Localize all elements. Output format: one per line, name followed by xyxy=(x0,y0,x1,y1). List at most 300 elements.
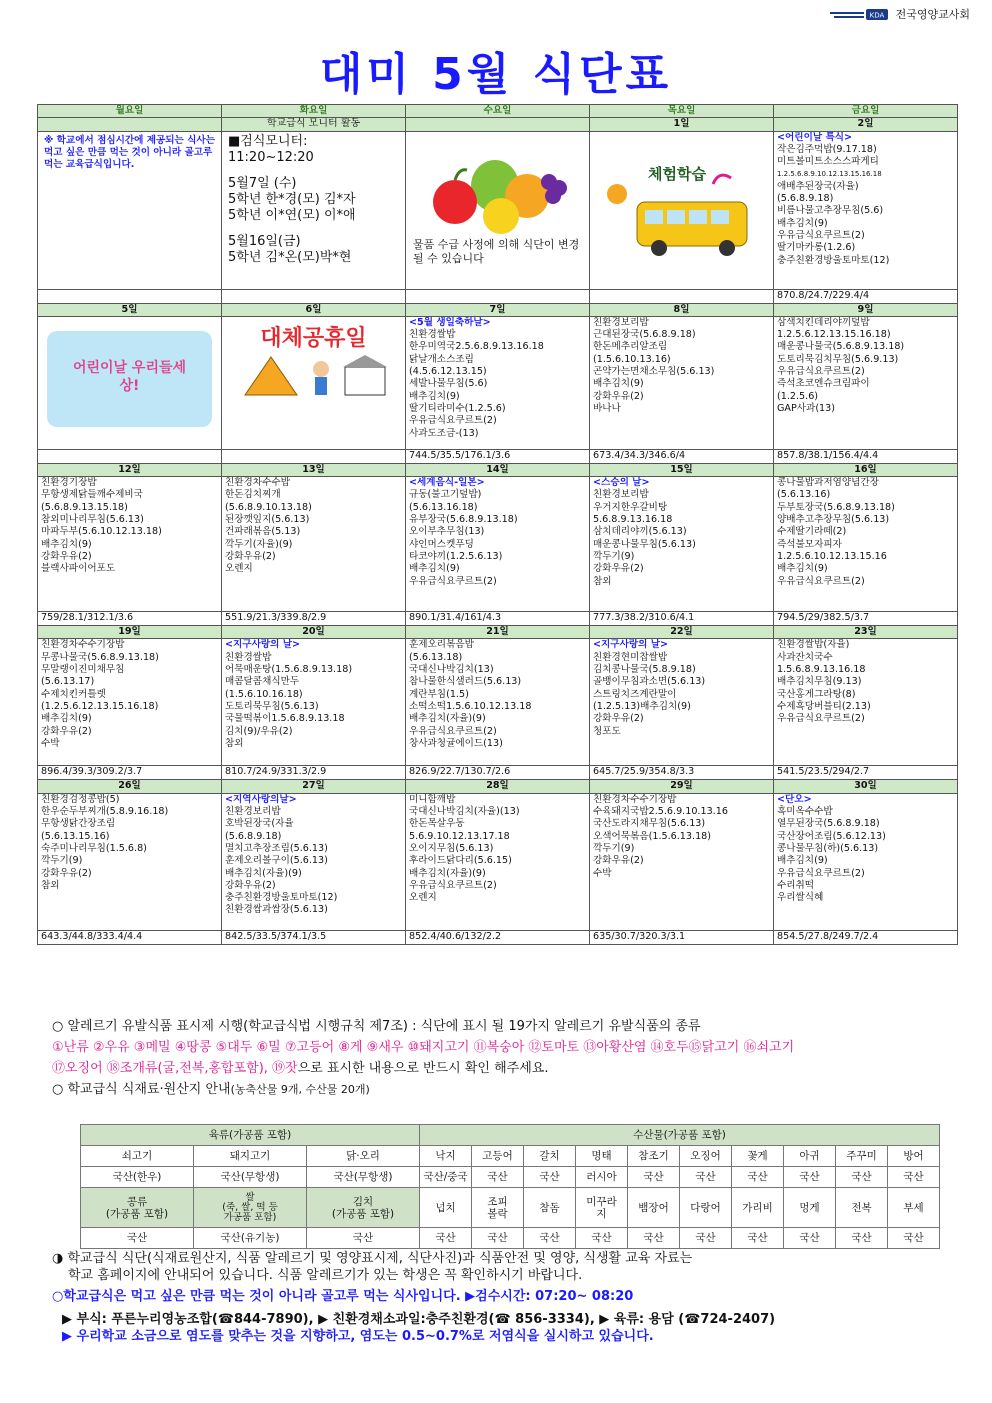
nutrition-cell: 541.5/23.5/294/2.7 xyxy=(774,766,958,780)
allergy-list-1: ①난류 ②우유 ③메밀 ④땅콩 ⑤대두 ⑥밀 ⑦고등어 ⑧게 ⑨새우 ⑩돼지고기 ⑪복숭아 ⑫토마토 ⑬아황산염 ⑭호두⑮닭고기 ⑯쇠고기 xyxy=(52,1040,795,1055)
menu-line: 수리취떡 xyxy=(777,879,815,891)
origin-item-row xyxy=(81,1188,940,1228)
menu-line: 도토리묵김치무침(5.6.9.13) xyxy=(777,353,899,365)
date-cell: 22일 xyxy=(590,626,774,639)
origin-country: 국산 xyxy=(628,1167,680,1188)
menu-line: 우리쌀식혜 xyxy=(777,892,824,904)
menu-line: 한우순두부찌개(5.8.9.16.18) xyxy=(41,806,169,818)
menu-line: 참나물한식샐러드(5.6.13) xyxy=(409,676,522,688)
menu-line: (5.6.8.9.10.13.18) xyxy=(225,501,312,513)
menu-line: 곤약가는면채소무침(5.6.13) xyxy=(593,366,715,378)
menu-line: 흑미옥수수밥 xyxy=(777,806,833,818)
date-cell: 20일 xyxy=(222,626,406,639)
menu-line: 골뱅이무침과소면(5.6.13) xyxy=(593,676,706,688)
nutrition-cell xyxy=(38,289,222,303)
menu-line: 한우미역국2.5.6.8.9.13.16.18 xyxy=(409,341,544,353)
menu-line: 창사과청귤에이드(13) xyxy=(409,737,503,749)
field-trip-cell xyxy=(590,131,774,289)
date-cell: 26일 xyxy=(38,780,222,793)
menu-line: 배추김치(9) xyxy=(409,390,460,402)
menu-line: 딸기티라미수(1.2.5.6) xyxy=(409,402,506,414)
menu-line: 강화우유(2) xyxy=(41,867,92,879)
nutrition-cell: 842.5/33.5/374.1/3.5 xyxy=(222,930,406,944)
menu-line: 수제흑당버블티(2.13) xyxy=(777,700,871,712)
nutrition-cell: 852.4/40.6/132/2.2 xyxy=(406,930,590,944)
origin-table xyxy=(80,1124,940,1249)
date-cell: 2일 xyxy=(774,118,958,131)
menu-line: 배추김치(9) xyxy=(409,563,460,575)
menu-line: 친환경검정콩밥(5) xyxy=(41,793,120,805)
menu-line: 배추김치(9) xyxy=(777,217,828,229)
menu-line: 어묵매운탕(1.5.6.8.9.13.18) xyxy=(225,664,353,676)
menu-line: 훈제오리볼구이(5.6.13) xyxy=(225,855,328,867)
date-row xyxy=(38,303,958,316)
substitute-holiday-title: 대체공휴일 xyxy=(260,325,367,351)
menu-line: 친환경쌀밥 xyxy=(225,651,272,663)
date-cell: 14일 xyxy=(406,463,590,476)
menu-line: 충주친환경방울토마토(12) xyxy=(777,254,890,266)
origin-country: 국산 xyxy=(680,1167,732,1188)
menu-cell xyxy=(406,316,590,449)
date-row xyxy=(38,463,958,476)
menu-line: 배추김치(9) xyxy=(777,563,828,575)
origin-country: 국산 xyxy=(524,1228,576,1249)
menu-line: 수박 xyxy=(593,867,612,879)
date-cell: 13일 xyxy=(222,463,406,476)
origin-item: 조피 볼락 xyxy=(472,1188,524,1228)
menu-line: 근대된장국(5.6.8.9.18) xyxy=(593,329,696,341)
menu-line: 타코야끼(1.2.5.6.13) xyxy=(409,550,503,562)
substitute-holiday-cell xyxy=(222,316,406,449)
nutrition-row xyxy=(38,766,958,780)
menu-line: 국대신나박김치(13) xyxy=(409,664,494,676)
origin-country: 국산 xyxy=(524,1167,576,1188)
menu-line: 배추김치(자율)(9) xyxy=(409,867,486,879)
nutrition-cell xyxy=(222,449,406,463)
nutrition-cell: 854.5/27.8/249.7/2.4 xyxy=(774,930,958,944)
origin-header-row xyxy=(81,1125,940,1146)
menu-line: 딸기마카롱(1.2.6) xyxy=(777,242,856,254)
menu-line: 참외미나리무침(5.6.13) xyxy=(41,514,144,526)
menu-line: 매콤달콤채식만두 xyxy=(225,676,300,688)
menu-line: 즉석불모자피자 xyxy=(777,538,842,550)
menu-line: 콩나물밥과저염양념간장 xyxy=(777,477,879,489)
menu-cell xyxy=(38,477,222,612)
origin-item: 갈치 xyxy=(524,1146,576,1167)
origin-country: 국산 xyxy=(576,1228,628,1249)
nutrition-cell xyxy=(590,289,774,303)
menu-line: 우유급식요쿠르트(2) xyxy=(777,229,865,241)
date-cell: 5일 xyxy=(38,303,222,316)
menu-line: 배추김치(9) xyxy=(41,538,92,550)
menu-line: 훈제오리볶음밥 xyxy=(409,639,474,651)
menu-line: 바나나 xyxy=(593,402,621,414)
origin-item: 쇠고기 xyxy=(81,1146,194,1167)
menu-line: 강화우유(2) xyxy=(225,550,276,562)
menu-cell xyxy=(774,793,958,930)
menu-line: <지구사랑의 날> xyxy=(593,639,669,651)
menu-line: 애배추된장국(자율) xyxy=(777,180,859,192)
org-name: 전국영양교사회 xyxy=(895,8,970,21)
menu-row xyxy=(38,316,958,449)
nutrition-cell: 635/30.7/320.3/3.1 xyxy=(590,930,774,944)
menu-row xyxy=(38,477,958,612)
allergy-list-2-items: ⑰오징어 ⑱조개류(굴,전복,홍합포함), ⑲잣 xyxy=(52,1061,298,1076)
menu-line: 수제딸기라떼(2) xyxy=(777,526,847,538)
menu-line: 김치(9)/우유(2) xyxy=(225,725,293,737)
nutrition-cell: 759/28.1/312.1/3.6 xyxy=(38,612,222,626)
origin-item: 김치 (가공품 포함) xyxy=(307,1188,420,1228)
menu-line: 한돈메추리알조림 xyxy=(593,341,668,353)
menu-line: 국산홍게그라탕(8) xyxy=(777,688,856,700)
menu-line: 우유급식요쿠르트(2) xyxy=(409,725,497,737)
menu-line: 오이지무침(5.6.13) xyxy=(409,842,494,854)
menu-line: 닭날개소스조림 xyxy=(409,353,474,365)
date-cell: 27일 xyxy=(222,780,406,793)
menu-line: <지구사랑의 날> xyxy=(225,639,301,651)
origin-item: 쌀 (죽, 쌀, 떡 등 가공품 포함) xyxy=(194,1188,307,1228)
menu-line: 충주친환경방울토마토(12) xyxy=(225,892,338,904)
menu-cell xyxy=(406,639,590,766)
date-cell: 12일 xyxy=(38,463,222,476)
menu-line: 미니함깨밥 xyxy=(409,793,456,805)
nutrition-cell: 896.4/39.3/309.2/3.7 xyxy=(38,766,222,780)
menu-line: 한돈김치찌개 xyxy=(225,489,281,501)
menu-line: 두부토장국(5.6.8.9.13.18) xyxy=(777,501,895,513)
menu-line: (1.5.6.10.16.18) xyxy=(225,688,303,700)
date-cell: 9일 xyxy=(774,303,958,316)
menu-line: 친환경차수수기장밥 xyxy=(41,639,125,651)
menu-line: 작은김주먹밥(9.17.18) xyxy=(777,143,877,155)
field-trip-label: 체험학습 xyxy=(648,164,706,183)
date-cell xyxy=(406,118,590,131)
kda-logo-icon xyxy=(830,7,890,21)
origin-country: 국산 xyxy=(628,1228,680,1249)
weekday-wed: 수요일 xyxy=(406,105,590,118)
origin-item: 가리비 xyxy=(732,1188,784,1228)
menu-line: <어린이날 특식> xyxy=(777,131,853,143)
menu-line: (5.6.13.15.16) xyxy=(41,830,110,842)
menu-line: (5.6.8.9.18) xyxy=(777,193,834,205)
date-cell: 6일 xyxy=(222,303,406,316)
origin-item: 오징어 xyxy=(680,1146,732,1167)
menu-line: 친환경보리밥 xyxy=(593,489,649,501)
menu-line: (1.2.5.6) xyxy=(777,390,819,402)
origin-country: 국산(한우) xyxy=(81,1167,194,1188)
menu-line: (5.6.13.17) xyxy=(41,676,95,688)
menu-line: 무항생닭간장조림 xyxy=(41,818,116,830)
origin-country: 국산(유기농) xyxy=(194,1228,307,1249)
origin-item: 참돔 xyxy=(524,1188,576,1228)
menu-line: (1.5.6.10.13.16) xyxy=(593,353,671,365)
menu-line: 깍두기(9) xyxy=(41,855,83,867)
menu-line: <세계음식-일본> xyxy=(409,477,485,489)
origin-item: 닭·오리 xyxy=(307,1146,420,1167)
menu-line xyxy=(228,224,399,234)
menu-line: 세발나물무침(5.6) xyxy=(409,378,488,390)
weekday-tue: 화요일 xyxy=(222,105,406,118)
menu-line: 친환경쌀밥(자율) xyxy=(777,639,850,651)
menu-line: 우유급식요쿠르트(2) xyxy=(777,867,865,879)
page-title: 대미 5월 식단표 xyxy=(319,49,673,100)
origin-item: 고등어 xyxy=(472,1146,524,1167)
origin-item: 주꾸미 xyxy=(836,1146,888,1167)
menu-line: 블랙사파이어포도 xyxy=(41,563,116,575)
meat-header: 육류(가공품 포함) xyxy=(81,1125,420,1146)
nutrition-row xyxy=(38,930,958,944)
monitor-schedule xyxy=(222,131,406,289)
menu-line: 멸치고추장조림(5.6.13) xyxy=(225,842,328,854)
menu-line: 국산도라지채무침(5.6.13) xyxy=(593,818,706,830)
menu-line: 친환경차수수밥 xyxy=(225,477,290,489)
menu-row xyxy=(38,793,958,930)
menu-cell xyxy=(406,477,590,612)
nutrition-row xyxy=(38,289,958,303)
origin-item: 넙치 xyxy=(420,1188,472,1228)
date-cell: 21일 xyxy=(406,626,590,639)
menu-line: 즉석초코엔슈크림파이 xyxy=(777,378,870,390)
menu-line: 수육돼지국밥2.5.6.9.10.13.16 xyxy=(593,806,728,818)
menu-line: 양배추고추장무침(5.6.13) xyxy=(777,514,890,526)
menu-line: 참외 xyxy=(225,737,244,749)
origin-item: 명태 xyxy=(576,1146,628,1167)
origin-country: 국산(무항생) xyxy=(307,1167,420,1188)
fruit-illustration-cell xyxy=(406,131,590,289)
origin-item: 멍게 xyxy=(784,1188,836,1228)
origin-country: 러시아 xyxy=(576,1167,628,1188)
menu-line: 사과잔치국수 xyxy=(777,651,833,663)
menu-line: 김치콩나물국(5.8.9.18) xyxy=(593,664,696,676)
menu-line: 강화우유(2) xyxy=(593,713,644,725)
menu-line: 배추김치(9) xyxy=(777,855,828,867)
menu-line: 도토리묵무침(5.6.13) xyxy=(225,700,319,712)
menu-line: 5.6.8.9.13.16.18 xyxy=(593,514,673,526)
menu-line: 우유급식요쿠르트(2) xyxy=(777,575,865,587)
menu-line: ■검식모니터: xyxy=(228,133,308,149)
nutrition-cell: 643.3/44.8/333.4/4.4 xyxy=(38,930,222,944)
menu-cell xyxy=(774,639,958,766)
menu-line: 우유급식요쿠르트(2) xyxy=(409,415,497,427)
menu-cell xyxy=(38,639,222,766)
nutrition-cell: 673.4/34.3/346.6/4 xyxy=(590,449,774,463)
nutrition-cell: 857.8/38.1/156.4/4.4 xyxy=(774,449,958,463)
footer-line: 학교 홈페이지에 안내되어 있습니다. 식품 알레르기가 있는 학생은 꼭 확인하시기 바랍니다. xyxy=(68,1268,583,1283)
menu-line: 국산장어조림(5.6.12.13) xyxy=(777,830,886,842)
allergy-list-2 xyxy=(52,1058,952,1079)
origin-title: ○ 학교급식 식재료·원산지 안내 xyxy=(52,1082,231,1097)
menu-line: 숙주미나리무침(1.5.6.8) xyxy=(41,842,147,854)
weekday-mon: 월요일 xyxy=(38,105,222,118)
weekday-fri: 금요일 xyxy=(774,105,958,118)
weekday-thu: 목요일 xyxy=(590,105,774,118)
nutrition-cell: 744.5/35.5/176.1/3.6 xyxy=(406,449,590,463)
menu-line: 참외 xyxy=(593,575,612,587)
menu-line: 비름나물고추장무침(5.6) xyxy=(777,205,884,217)
menu-line: 5.6.9.10.12.13.17.18 xyxy=(409,830,510,842)
menu-line: 건파래볶음(5.13) xyxy=(225,526,301,538)
origin-country: 국산 xyxy=(836,1228,888,1249)
nutrition-cell: 870.8/24.7/229.4/4 xyxy=(774,289,958,303)
origin-subtitle: (농축산물 9개, 수산물 20개) xyxy=(230,1083,370,1096)
seafood-header: 수산물(가공품 포함) xyxy=(420,1125,940,1146)
fruit-basket-icon xyxy=(409,146,585,238)
nutrition-cell: 794.5/29/382.5/3.7 xyxy=(774,612,958,626)
origin-item: 낙지 xyxy=(420,1146,472,1167)
menu-line: 소떡소떡1.5.6.10.12.13.18 xyxy=(409,700,532,712)
menu-line: (1.2.5.6.12.13.15.16.18) xyxy=(41,700,159,712)
menu-line: 무항생제닭들깨수제비국 xyxy=(41,489,143,501)
footer-line: ▶ 부식: 푸른누리영농조합(☎844-7890), ▶ 친환경채소과일:충주친환경(☎ 856-3334), ▶ 육류: 용담 (☎724-2407) xyxy=(62,1312,776,1327)
menu-cell xyxy=(222,477,406,612)
supply-notice: 물품 수급 사정에 의해 식단이 변경될 수 있습니다 xyxy=(413,237,580,265)
childrens-day-banner xyxy=(47,331,212,427)
menu-line: <5월 생일축하날> xyxy=(409,316,491,328)
menu-line: 매운콩나물국(5.6.8.9.13.18) xyxy=(777,341,905,353)
allergy-list-2-tail: 으로 표시한 내용으로 반드시 확인 해주세요. xyxy=(297,1061,549,1076)
menu-line: 수제치킨커틀렛 xyxy=(41,688,106,700)
menu-line: 국물떡볶이1.5.6.8.9.13.18 xyxy=(225,713,345,725)
origin-country: 국산 xyxy=(732,1228,784,1249)
menu-line: 오이부추무침(13) xyxy=(409,526,485,538)
menu-line: 우유급식요쿠르트(2) xyxy=(777,713,865,725)
menu-line: 오렌지 xyxy=(409,892,437,904)
menu-line: 친환경보리밥 xyxy=(593,316,649,328)
nutrition-row xyxy=(38,449,958,463)
menu-line: 배추김치(자율)(9) xyxy=(225,867,302,879)
menu-line: 무말랭이진미채무침 xyxy=(41,664,125,676)
menu-line: 배추김치(자율)(9) xyxy=(409,713,486,725)
origin-country: 국산/중국 xyxy=(420,1167,472,1188)
menu-line: 친환경쌈과쌈장(5.6.13) xyxy=(225,904,328,916)
childrens-day-text: 어린이날 우리들세상! xyxy=(72,359,187,394)
origin-country: 국산 xyxy=(420,1228,472,1249)
date-row xyxy=(38,626,958,639)
date-row xyxy=(38,118,958,131)
menu-line: 수박 xyxy=(41,737,60,749)
menu-line: 1.2.5.6.8.9.10.12.13.15.16.18 xyxy=(777,170,882,179)
date-cell: 15일 xyxy=(590,463,774,476)
menu-line: 5학년 이*연(모) 이*애 xyxy=(228,207,356,223)
date-cell: 1일 xyxy=(590,118,774,131)
menu-line: (1.2.5.13)배추김치(9) xyxy=(593,700,691,712)
menu-line: 5학년 한*경(모) 김*자 xyxy=(228,191,356,207)
menu-cell xyxy=(590,639,774,766)
origin-item: 아귀 xyxy=(784,1146,836,1167)
date-cell: 7일 xyxy=(406,303,590,316)
menu-line: (5.6.13.16) xyxy=(777,489,831,501)
allergy-notice xyxy=(52,1016,952,1100)
origin-country-row xyxy=(81,1228,940,1249)
nutrition-cell xyxy=(38,449,222,463)
date-cell: 28일 xyxy=(406,780,590,793)
menu-line: (5.6.13.16.18) xyxy=(409,501,478,513)
menu-line: 청포도 xyxy=(593,725,621,737)
nutrition-cell: 810.7/24.9/331.3/2.9 xyxy=(222,766,406,780)
menu-cell xyxy=(590,793,774,930)
menu-line: 친환경현미찹쌀밥 xyxy=(593,651,668,663)
date-cell: 19일 xyxy=(38,626,222,639)
menu-line: 1.2.5.6.12.13.15.16.18) xyxy=(777,329,891,341)
menu-cell xyxy=(774,131,958,289)
origin-item: 뱀장어 xyxy=(628,1188,680,1228)
menu-line: 한돈목살우동 xyxy=(409,818,465,830)
date-cell xyxy=(38,118,222,131)
origin-item: 콩류 (가공품 포함) xyxy=(81,1188,194,1228)
origin-country: 국산 xyxy=(888,1228,940,1249)
menu-line: 5월16일(금) xyxy=(228,233,301,249)
menu-line: 1.2.5.6.10.12.13.15.16 xyxy=(777,550,887,562)
origin-title-line xyxy=(52,1079,952,1100)
menu-line: 규동(불고기덮밥) xyxy=(409,489,482,501)
menu-line: 우거지한우갈비탕 xyxy=(593,501,668,513)
menu-line: 강화우유(2) xyxy=(593,390,644,402)
menu-line: 사과도조금-(13) xyxy=(409,427,479,439)
menu-line: 5학년 김*온(모)박*현 xyxy=(228,249,352,265)
nutrition-cell xyxy=(406,289,590,303)
menu-row xyxy=(38,639,958,766)
menu-table xyxy=(37,104,958,945)
menu-cell xyxy=(222,639,406,766)
menu-line: 1.5.6.8.9.13.16.18 xyxy=(777,664,866,676)
menu-line: 우유급식요쿠르트(2) xyxy=(409,879,497,891)
menu-line: 계란부침(1.5) xyxy=(409,688,469,700)
menu-row xyxy=(38,131,958,289)
menu-line: 친환경차수수기장밥 xyxy=(593,793,677,805)
footer-line: ▶ 우리학교 소금으로 염도를 맞추는 것을 지향하고, 염도는 0.5~0.7%로 저염식을 실시하고 있습니다. xyxy=(62,1329,654,1344)
menu-cell xyxy=(406,793,590,930)
menu-line: 강화우유(2) xyxy=(593,563,644,575)
camping-icon xyxy=(225,345,401,405)
menu-line: 우유급식요쿠르트(2) xyxy=(777,366,865,378)
menu-line: 유부장국(5.6.8.9.13.18) xyxy=(409,514,518,526)
menu-line: 열무된장국(5.6.8.9.18) xyxy=(777,818,880,830)
lunch-notice: ※ 학교에서 점심시간에 제공되는 식사는 먹고 싶은 만큼 먹는 것이 아니라 골고루 먹는 교육급식입니다. xyxy=(38,131,222,289)
origin-item: 전복 xyxy=(836,1188,888,1228)
origin-country: 국산 xyxy=(472,1228,524,1249)
menu-line: 강화우유(2) xyxy=(593,855,644,867)
menu-line: 무콩나물국(5.6.8.9.13.18) xyxy=(41,651,159,663)
menu-line: 친환경기장밥 xyxy=(41,477,97,489)
menu-line: 콩나물무침(하)(5.6.13) xyxy=(777,842,879,854)
origin-country: 국산 xyxy=(307,1228,420,1249)
menu-line: 된장깻잎지(5.6.13) xyxy=(225,514,310,526)
org-header xyxy=(830,6,970,22)
svg-text:KDA: KDA xyxy=(869,11,884,20)
menu-line: <스승의 날> xyxy=(593,477,650,489)
origin-country: 국산(무항생) xyxy=(194,1167,307,1188)
menu-line: GAP사과(13) xyxy=(777,402,836,414)
origin-country: 국산 xyxy=(732,1167,784,1188)
menu-line: 샤인머스켓푸딩 xyxy=(409,538,474,550)
footer-notes xyxy=(52,1250,962,1345)
menu-cell xyxy=(222,793,406,930)
menu-line: 친환경쌀밥 xyxy=(409,329,456,341)
menu-cell xyxy=(590,477,774,612)
menu-line: 배추김치(9) xyxy=(41,713,92,725)
nutrition-cell: 551.9/21.3/339.8/2.9 xyxy=(222,612,406,626)
origin-country: 국산 xyxy=(888,1167,940,1188)
menu-line: 호박된장국(자율 xyxy=(225,818,294,830)
date-cell: 학교급식 모니터 활동 xyxy=(222,118,406,131)
menu-line: 강화우유(2) xyxy=(41,725,92,737)
origin-item: 꽃게 xyxy=(732,1146,784,1167)
date-cell: 16일 xyxy=(774,463,958,476)
menu-line: 강화우유(2) xyxy=(225,879,276,891)
menu-line: 참외 xyxy=(41,879,60,891)
menu-line: 마파두부(5.6.10.12.13.18) xyxy=(41,526,162,538)
menu-cell xyxy=(774,316,958,449)
origin-item: 부세 xyxy=(888,1188,940,1228)
